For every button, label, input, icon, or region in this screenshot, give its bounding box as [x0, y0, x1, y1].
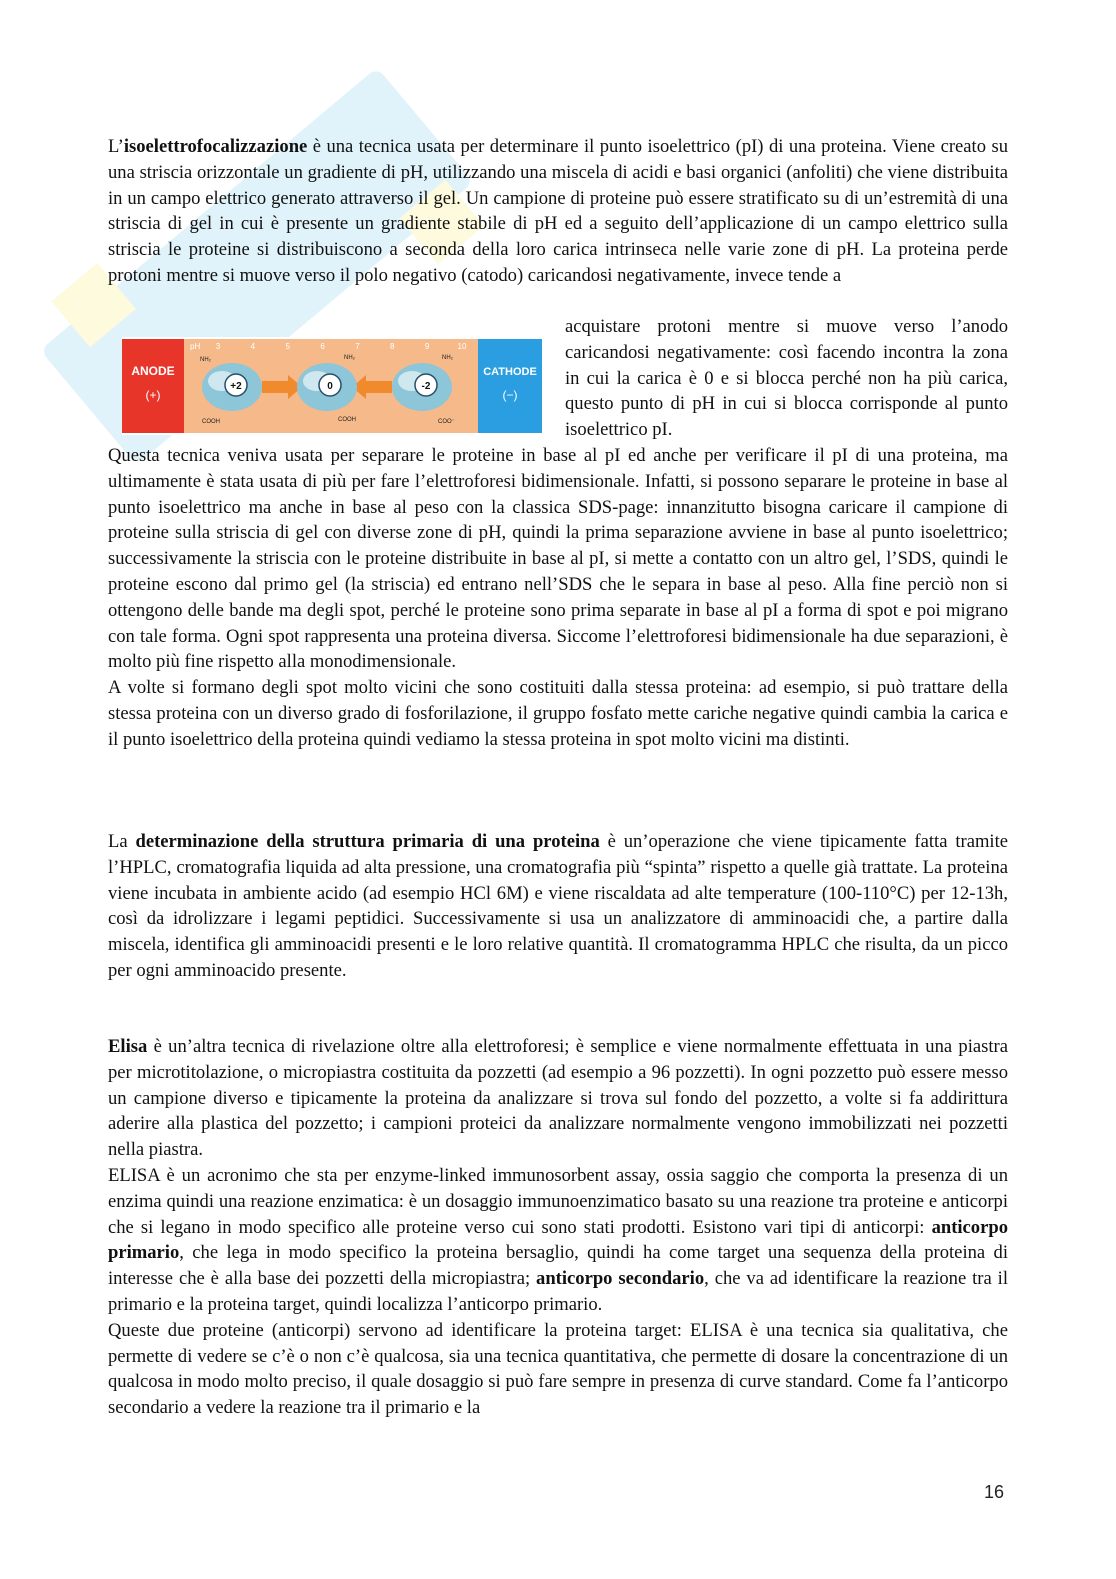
ph-tick-7: 7: [355, 342, 360, 351]
paragraph-wrap-beside-figure: [565, 314, 1008, 443]
p4-prefix: La: [108, 831, 136, 852]
group-nh-1: NH₂: [200, 357, 211, 363]
isoelectric-focusing-figure: [122, 337, 542, 435]
p6-text-3: , che va ad identificare la reazione tra il primario e la proteina target, quindi localizza l’anticorpo primario.: [108, 1268, 1008, 1315]
p6-text-2: , che lega in modo specifico la proteina bersaglio, quindi ha come target una sequenza della proteina di interesse che è alla base dei pozzetti della micropiastra;: [108, 1242, 1008, 1290]
ph-tick-8: 8: [390, 342, 395, 351]
group-cooh-1: COOH: [202, 419, 220, 425]
p6-bold-secondary: anticorpo secondario: [536, 1268, 705, 1290]
charge-negative: -2: [421, 381, 431, 392]
ph-tick-10: 10: [457, 342, 467, 351]
p7-text: Queste due proteine (anticorpi) servono ad identificare la proteina target: ELISA è una tecnica sia qualitativa, che permette di vedere se c’è o non c’è qualcosa, sia una tecnica quantitativa, che permette di dosare la concentrazione di un qualcosa in modo molto preciso, il quale dosaggio si può fare sempre in presenza di curve standard. Come fa l’anticorpo secondario a vedere la reazione tra il primario e la: [108, 1319, 1008, 1419]
p5-text: è un’altra tecnica di rivelazione oltre alla elettroforesi; è semplice e viene normalmente effettuata in una piastra per microtitolazione, o micropiastra costituita da pozzetti (ad esempio a 96 pozzetti). In ogni pozzetto può essere messo un campione diverso e tipicamente la proteina da analizzare si trova sul fondo del pozzetto, a volte si fa addirittura aderire alla plastica del pozzetto; i campioni proteici da analizzare normalmente vengono immobilizzati nei pozzetti nella piastra.: [108, 1036, 1008, 1161]
paragraph-elisa: [108, 1034, 1008, 1421]
ph-tick-4: 4: [250, 342, 256, 351]
charge-neutral: 0: [327, 381, 333, 392]
group-nh-2: NH₂: [344, 355, 355, 361]
cathode-label: CATHODE: [483, 366, 537, 378]
ph-tick-5: 5: [285, 342, 290, 351]
p3-text: A volte si formano degli spot molto vicini che sono costituiti dalla stessa proteina: ad esempio, si può trattare della stessa proteina con un diverso grado di fosforilazione, il gruppo fosfato mette cariche negative quindi cambia la carica e il punto isoelettrico della proteina quindi vediamo la stessa proteina in spot molto vicini ma distinti.: [108, 677, 1008, 750]
anode-label: ANODE: [131, 364, 175, 378]
p4-text: è un’operazione che viene tipicamente fatta tramite l’HPLC, cromatografia liquida ad alta pressione, una cromatografia più “spinta” rispetto a quelle già trattate. La proteina viene incubata in ambiente acido (ad esempio HCl 6M) e viene riscaldata ad alte temperature (100-110°C) per 12-13h, così da idrolizzare i legami peptidici. Successivamente si usa un analizzatore di amminoacidi che, a partire dalla miscela, identifica gli amminoacidi presenti e le loro relative quantità. Il cromatogramma HPLC che risulta, da un picco per ogni amminoacido presente.: [108, 831, 1008, 981]
page-number: 16: [983, 1482, 1004, 1502]
paragraph-isoelectrofocusing: [108, 134, 1008, 289]
cathode-sign: (−): [502, 388, 518, 402]
paragraph-2d-electrophoresis: [108, 443, 1008, 753]
p5-bold-term: Elisa: [108, 1036, 148, 1057]
cathode-block: [478, 339, 542, 433]
ph-tick-3: 3: [215, 342, 221, 351]
anode-sign: (+): [145, 388, 161, 402]
p6-bold-primary: anticorpo primario: [108, 1216, 1008, 1264]
ph-tick-9: 9: [424, 342, 430, 351]
group-nh-3: NH₂: [442, 355, 453, 361]
anode-block: [122, 339, 184, 433]
p2-text: Questa tecnica veniva usata per separare le proteine in base al pI ed anche per verificare il pI di una proteina, ma ultimamente è stata usata di più per fare l’elettroforesi bidimensionale. Infatti, si possono separare le proteine in base al punto isoelettrico ma anche in base al peso con la classica SDS-page: innanzitutto bisogna caricare il campione di proteine sulla striscia di gel con diverse zone di pH, quindi la prima separazione avviene in base al punto isoelettrico; successivamente la striscia con le proteine distribuite in base al pI, si mette a contatto con un altro gel, l’SDS, quindi le proteine escono dal primo gel (la striscia) ed entrano nell’SDS che le separa in base al peso. Alla fine perciò non si ottengono delle bande ma degli spot, perché le proteine sono prima separate in base al pI a forma di spot e poi migrano con tale forma. Ogni spot rappresenta una proteina diversa. Siccome l’elettroforesi bidimensionale ha due separazioni, è molto più fine rispetto alla monodimensionale.: [108, 445, 1008, 673]
p1-bold-term: isoelettrofocalizzazione: [123, 136, 308, 157]
charge-positive: +2: [230, 381, 242, 392]
ph-label: pH: [190, 342, 201, 351]
p1-prefix: L’: [108, 136, 124, 157]
p1-text: è una tecnica usata per determinare il punto isoelettrico (pI) di una proteina. Viene creato su una striscia orizzontale un gradiente di pH, utilizzando una miscela di acidi e basi organici (anfoliti) che viene distribuita in un campo elettrico generato attraverso il gel. Un campione di proteine può essere stratificato su di un’estremità di una striscia di gel in cui è presente un gradiente stabile di pH ed a seguito dell’applicazione di un campo elettrico sulla striscia le proteine si distribuiscono a seconda della loro carica intrinseca nelle varie zone di pH. La proteina perde protoni mentre si muove verso il polo negativo (catodo) caricandosi negativamente, invece tende a: [108, 136, 1008, 286]
group-cooh-2: COOH: [338, 417, 356, 423]
group-coo: COO⁻: [438, 419, 455, 425]
p4-bold-term: determinazione della struttura primaria di una proteina: [135, 831, 600, 852]
p6-text-1: ELISA è un acronimo che sta per enzyme-linked immunosorbent assay, ossia saggio che comporta la presenza di un enzima quindi una reazione enzimatica: è un dosaggio immunoenzimatico basato su una reazione tra proteine e anticorpi che si legano in modo specifico alle proteine verso cui sono stati prodotti. Esistono vari tipi di anticorpi:: [108, 1164, 1008, 1238]
ph-tick-6: 6: [320, 342, 325, 351]
paragraph-primary-structure: [108, 829, 1008, 984]
p1-wrap-text: acquistare protoni mentre si muove verso l’anodo caricandosi negativamente: così facendo incontra la zona in cui la carica è 0 e si blocca perché non ha più carica, questo punto di pH in cui si blocca corrisponde al punto isoelettrico pI.: [565, 316, 1008, 441]
